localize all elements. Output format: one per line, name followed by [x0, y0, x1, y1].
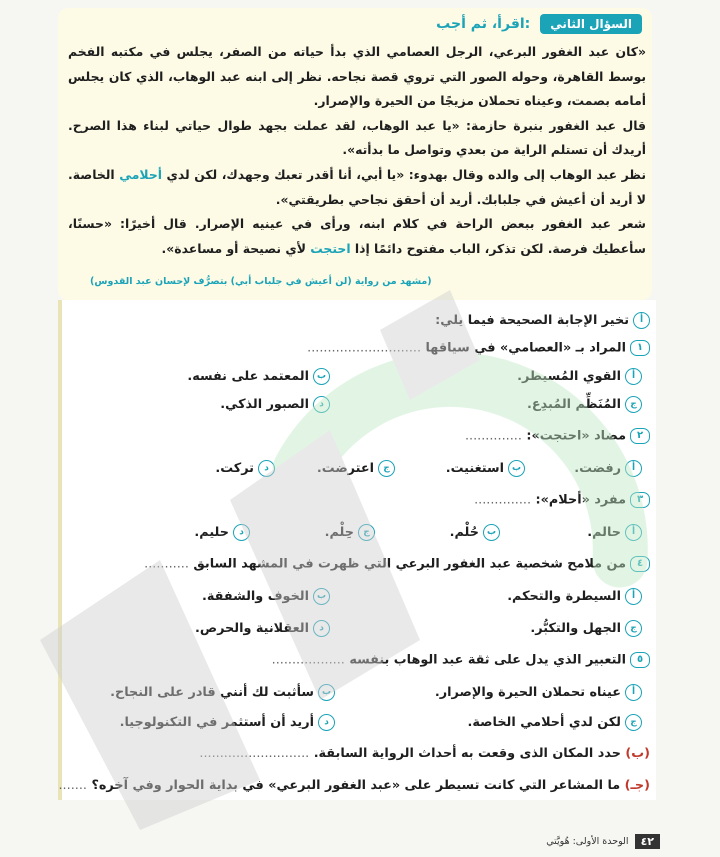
- opt-letter: ج: [358, 524, 375, 541]
- opt-letter: د: [313, 620, 330, 637]
- passage-paragraph-2: قال عبد الغفور بنبرة حازمة: «يا عبد الوهاب، لقد عملت بجهد طوال حياتي لبناء هذا الصرح. أريدك أن تستلم الراية من بعدي وتواصل ما بدأته».: [68, 117, 646, 158]
- q4-option-a-text: السيطرة والتحكم.: [507, 589, 621, 604]
- q1-option-c-text: المُنَظِّم المُبدِع.: [527, 397, 621, 412]
- q2-stem: ٢مضاد «احتجت»: ..............: [465, 428, 650, 444]
- q5-option-c[interactable]: [468, 714, 642, 731]
- q1-number: ١: [630, 340, 650, 356]
- q3-option-a-text: حالم.: [587, 525, 621, 540]
- q2-option-c[interactable]: [317, 460, 395, 477]
- q5-stem: ٥التعبير الذي يدل على ثقة عبد الوهاب بنفسه ..................: [272, 652, 650, 668]
- q5-number: ٥: [630, 652, 650, 668]
- opt-letter: ب: [508, 460, 525, 477]
- passage-source: (مشهد من رواية (لن أعيش في جلباب أبي) بتصرُّف لإحسان عبد القدوس): [90, 276, 432, 287]
- part-a-letter: أ: [633, 312, 650, 329]
- highlight-ahlami: أحلامي: [119, 166, 162, 182]
- opt-letter: د: [258, 460, 275, 477]
- part-b: (ب) حدد المكان الذى وقعت به أحداث الرواية السابقة. ...........................: [199, 746, 650, 761]
- opt-letter: أ: [625, 588, 642, 605]
- q4-option-b[interactable]: [202, 588, 330, 605]
- opt-letter: أ: [625, 460, 642, 477]
- part-c: (جـ) ما المشاعر التي كانت تسيطر على «عبد الغفور البرعي» في بداية الحوار وفي آخره؟ .......: [58, 778, 650, 793]
- q3-option-b[interactable]: [450, 524, 500, 541]
- p3-text-a: نظر عبد الوهاب إلى والده وقال بهدوء: «يا أبي، أنا أقدر تعبك وجهدك، لكن لدي: [162, 166, 646, 182]
- opt-letter: ب: [318, 684, 335, 701]
- page-footer: [546, 834, 660, 849]
- opt-letter: ج: [625, 396, 642, 413]
- opt-letter: أ: [625, 524, 642, 541]
- p3-text-c: الخاصة. لا أريد أن أعيش في جلبابك. أريد أن أحقق نجاحي بطريقتي».: [68, 166, 646, 207]
- q4-option-d-text: العقلانية والحرص.: [195, 621, 309, 636]
- q1-stem: ١المراد بـ «العصامي» في سياقها ............................: [307, 340, 650, 356]
- q4-option-a[interactable]: [507, 588, 642, 605]
- opt-letter: د: [318, 714, 335, 731]
- q5-option-d[interactable]: [120, 714, 335, 731]
- opt-letter: د: [233, 524, 250, 541]
- part-b-text: حدد المكان الذى وقعت به أحداث الرواية السابقة.: [313, 746, 621, 761]
- unit-title: الوحدة الأولى: هُويَّتي: [546, 836, 629, 847]
- passage-paragraph-3: [68, 163, 646, 212]
- q1-text: المراد بـ «العصامي» في سياقها: [425, 340, 626, 356]
- opt-letter: د: [313, 396, 330, 413]
- opt-letter: ب: [313, 588, 330, 605]
- q1-option-b-text: المعتمد على نفسه.: [187, 369, 309, 384]
- q3-option-c-text: حِلْم.: [324, 525, 354, 540]
- part-c-letter: جـ: [630, 778, 645, 793]
- q5-option-a[interactable]: [435, 684, 642, 701]
- part-a-title: [435, 312, 650, 329]
- passage-paragraph-4: [68, 212, 646, 261]
- q5-text: التعبير الذي يدل على ثقة عبد الوهاب بنفسه: [349, 652, 626, 668]
- q2-option-a[interactable]: [574, 460, 642, 477]
- q1-option-b[interactable]: [187, 368, 330, 385]
- q2-number: ٢: [630, 428, 650, 444]
- q5-option-a-text: عيناه تحملان الحيرة والإصرار.: [434, 685, 621, 700]
- q2-option-d[interactable]: [215, 460, 275, 477]
- q4-option-c[interactable]: [530, 620, 642, 637]
- question-badge: السؤال الثاني: [540, 14, 642, 34]
- p4-text-c: لأي نصيحة أو مساعدة».: [161, 240, 311, 256]
- q1-option-d[interactable]: [220, 396, 330, 413]
- highlight-ihtajt: احتجت: [310, 240, 351, 256]
- passage-paragraph-1: «كان عبد الغفور البرعي، الرجل العصامي الذي بدأ حياته من الصفر، يجلس في مكتبه الفخم بوسط القاهرة، وحوله الصور التي تروي قصة نجاحه. نظر إلى ابنه عبد الوهاب، الذي كان يجلس أمامه بصمت، وعيناه تحملان مزيجًا من الحيرة والإصرار.: [68, 44, 646, 109]
- question-header: [436, 14, 642, 34]
- q3-text: مفرد «أحلام»:: [535, 492, 626, 508]
- opt-letter: أ: [625, 684, 642, 701]
- q5-option-b[interactable]: [110, 684, 335, 701]
- q3-option-d-text: حليم.: [194, 525, 229, 540]
- q5-option-c-text: لكن لدي أحلامي الخاصة.: [467, 715, 621, 730]
- q2-option-b[interactable]: [446, 460, 525, 477]
- q1-option-a[interactable]: [517, 368, 642, 385]
- q5-option-d-text: أريد أن أستثمر في التكنولوجيا.: [119, 715, 314, 730]
- q2-text: مضاد «احتجت»:: [526, 428, 626, 444]
- q4-option-b-text: الخوف والشفقة.: [202, 589, 309, 604]
- part-b-letter: ب: [631, 746, 645, 761]
- q4-number: ٤: [630, 556, 650, 572]
- q5-option-b-text: سأثبت لك أنني قادر على النجاح.: [110, 685, 314, 700]
- q1-option-c[interactable]: [527, 396, 642, 413]
- part-c-text: ما المشاعر التي كانت تسيطر على «عبد الغفور البرعي» في بداية الحوار وفي آخره؟: [91, 778, 621, 793]
- page-number: ٤٢: [635, 834, 660, 849]
- q2-option-c-text: اعترضت.: [316, 461, 374, 476]
- q4-option-c-text: الجهل والتكبُّر.: [530, 621, 621, 636]
- q4-option-d[interactable]: [195, 620, 330, 637]
- q2-option-b-text: استغنيت.: [445, 461, 504, 476]
- q3-option-d[interactable]: [194, 524, 250, 541]
- q3-option-a[interactable]: [587, 524, 642, 541]
- q1-option-a-text: القوي المُسيطر.: [517, 369, 621, 384]
- q4-text: من ملامح شخصية عبد الغفور البرعي التي ظهرت في المشهد السابق: [193, 556, 626, 572]
- q3-option-b-text: حُلْم.: [449, 525, 479, 540]
- opt-letter: ج: [625, 620, 642, 637]
- q1-option-d-text: الصبور الذكي.: [220, 397, 309, 412]
- q4-stem: ٤من ملامح شخصية عبد الغفور البرعي التي ظهرت في المشهد السابق ...........: [144, 556, 650, 572]
- q2-option-a-text: رفضت.: [574, 461, 621, 476]
- opt-letter: ب: [313, 368, 330, 385]
- opt-letter: أ: [625, 368, 642, 385]
- opt-letter: ج: [378, 460, 395, 477]
- q2-option-d-text: تركت.: [215, 461, 254, 476]
- passage: [68, 40, 646, 261]
- q3-option-c[interactable]: [325, 524, 375, 541]
- q3-number: ٣: [630, 492, 650, 508]
- part-a-text: تخير الإجابة الصحيحة فيما يلي:: [435, 313, 629, 328]
- q3-stem: ٣مفرد «أحلام»: ..............: [474, 492, 650, 508]
- p4-text-a: شعر عبد الغفور ببعض الراحة في كلام ابنه، ورأى في عينيه الإصرار. قال أخيرًا: «حسنًا، سأعطيك فرصة. لكن تذكر، الباب مفتوح دائمًا إذا: [68, 216, 646, 256]
- instruction: اقرأ، ثم أجب:: [436, 16, 531, 32]
- opt-letter: ج: [625, 714, 642, 731]
- opt-letter: ب: [483, 524, 500, 541]
